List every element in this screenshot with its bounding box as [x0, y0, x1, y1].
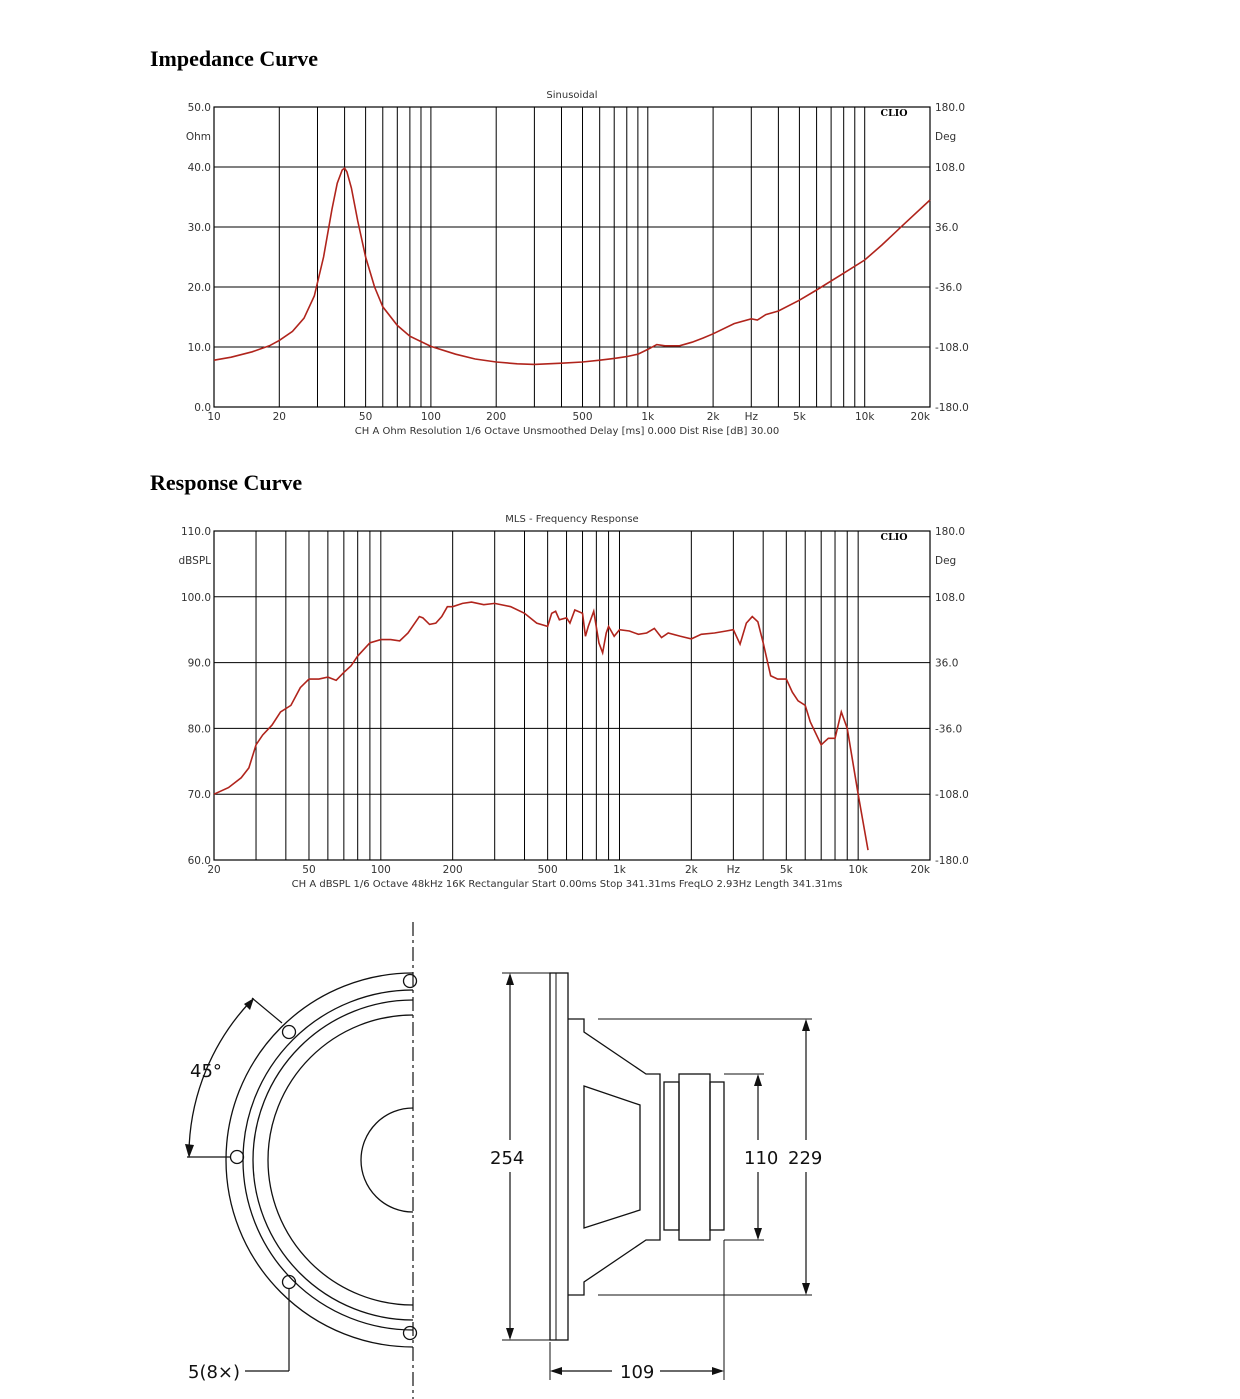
y2-tick-label: 108.0: [935, 591, 966, 604]
response-heading: Response Curve: [150, 470, 303, 495]
impedance-heading: Impedance Curve: [150, 46, 319, 71]
dimension-254: 254: [490, 1148, 525, 1169]
y-tick-label: 70.0: [187, 789, 211, 802]
y-tick-label: 50.0: [187, 102, 211, 114]
hz-label: Hz: [726, 864, 741, 876]
x-tick-label: 200: [442, 864, 463, 876]
x-tick-label: 100: [370, 864, 391, 876]
y2-tick-label: -36.0: [935, 282, 963, 294]
y2-tick-label: -180.0: [935, 855, 969, 867]
x-tick-label: 20: [272, 411, 286, 423]
dimension-229: 229: [788, 1148, 823, 1169]
speaker-front-view: [185, 922, 417, 1399]
x-tick-label: 5k: [793, 411, 806, 423]
y-tick-label: 100.0: [180, 591, 211, 604]
y2-tick-label: -108.0: [935, 342, 969, 354]
y-tick-label: 0.0: [194, 402, 211, 414]
clio-logo: CLIO: [880, 532, 908, 543]
y-tick-label: 40.0: [187, 162, 211, 174]
x-tick-label: 50: [358, 411, 373, 423]
y2-tick-label: 180.0: [935, 102, 966, 114]
x-tick-label: 10k: [848, 864, 868, 876]
clio-logo: CLIO: [880, 108, 908, 119]
y-tick-label: 110.0: [180, 526, 211, 538]
right-axis-unit: Deg: [935, 555, 957, 567]
speaker-side-view: [490, 973, 822, 1383]
x-tick-label: 1k: [641, 411, 655, 423]
x-tick-label: 2k: [706, 411, 720, 423]
y-tick-label: 20.0: [187, 282, 211, 294]
y-tick-label: 80.0: [187, 723, 211, 736]
hz-label: Hz: [744, 411, 759, 423]
y-tick-label: 10.0: [187, 342, 211, 354]
x-tick-label: 20k: [910, 864, 930, 876]
x-tick-label: 2k: [684, 864, 698, 876]
x-tick-label: 20k: [910, 411, 930, 423]
y-tick-label: 60.0: [187, 855, 211, 867]
x-tick-label: 200: [486, 411, 507, 423]
y-tick-label: 90.0: [187, 657, 211, 670]
y2-tick-label: -180.0: [935, 402, 969, 414]
chart-footer: CH A Ohm Resolution 1/6 Octave Unsmoothed Delay [ms] 0.000 Dist Rise [dB] 30.00: [354, 426, 780, 437]
x-tick-label: 10: [207, 411, 221, 423]
chart-title: MLS - Frequency Response: [505, 514, 639, 525]
x-tick-label: 100: [420, 411, 441, 423]
x-tick-label: 1k: [613, 864, 626, 876]
y-tick-label: 30.0: [187, 222, 211, 234]
x-tick-label: 50: [302, 864, 316, 876]
x-tick-label: 5k: [779, 864, 793, 876]
angle-label: 45°: [190, 1061, 222, 1082]
chart-footer: CH A dBSPL 1/6 Octave 48kHz 16K Rectangular Start 0.00ms Stop 341.31ms FreqLO 2.93Hz Length 341.31ms: [291, 879, 843, 890]
dimension-109: 109: [620, 1362, 655, 1383]
y2-tick-label: 36.0: [935, 657, 959, 670]
x-tick-label: 500: [537, 864, 558, 876]
chart-title: Sinusoidal: [546, 90, 598, 101]
y2-tick-label: 108.0: [935, 162, 966, 174]
holes-label: 5(8×): [188, 1362, 241, 1383]
x-tick-label: 500: [572, 411, 593, 423]
x-tick-label: 10k: [854, 411, 875, 423]
x-tick-label: 20: [207, 864, 221, 876]
y2-tick-label: 180.0: [935, 526, 966, 538]
y2-tick-label: 36.0: [935, 222, 959, 234]
left-axis-unit: Ohm: [185, 131, 211, 143]
y2-tick-label: -36.0: [935, 723, 963, 736]
y2-tick-label: -108.0: [935, 789, 969, 802]
left-axis-unit: dBSPL: [178, 555, 211, 567]
right-axis-unit: Deg: [935, 131, 957, 143]
dimension-110: 110: [744, 1148, 779, 1169]
